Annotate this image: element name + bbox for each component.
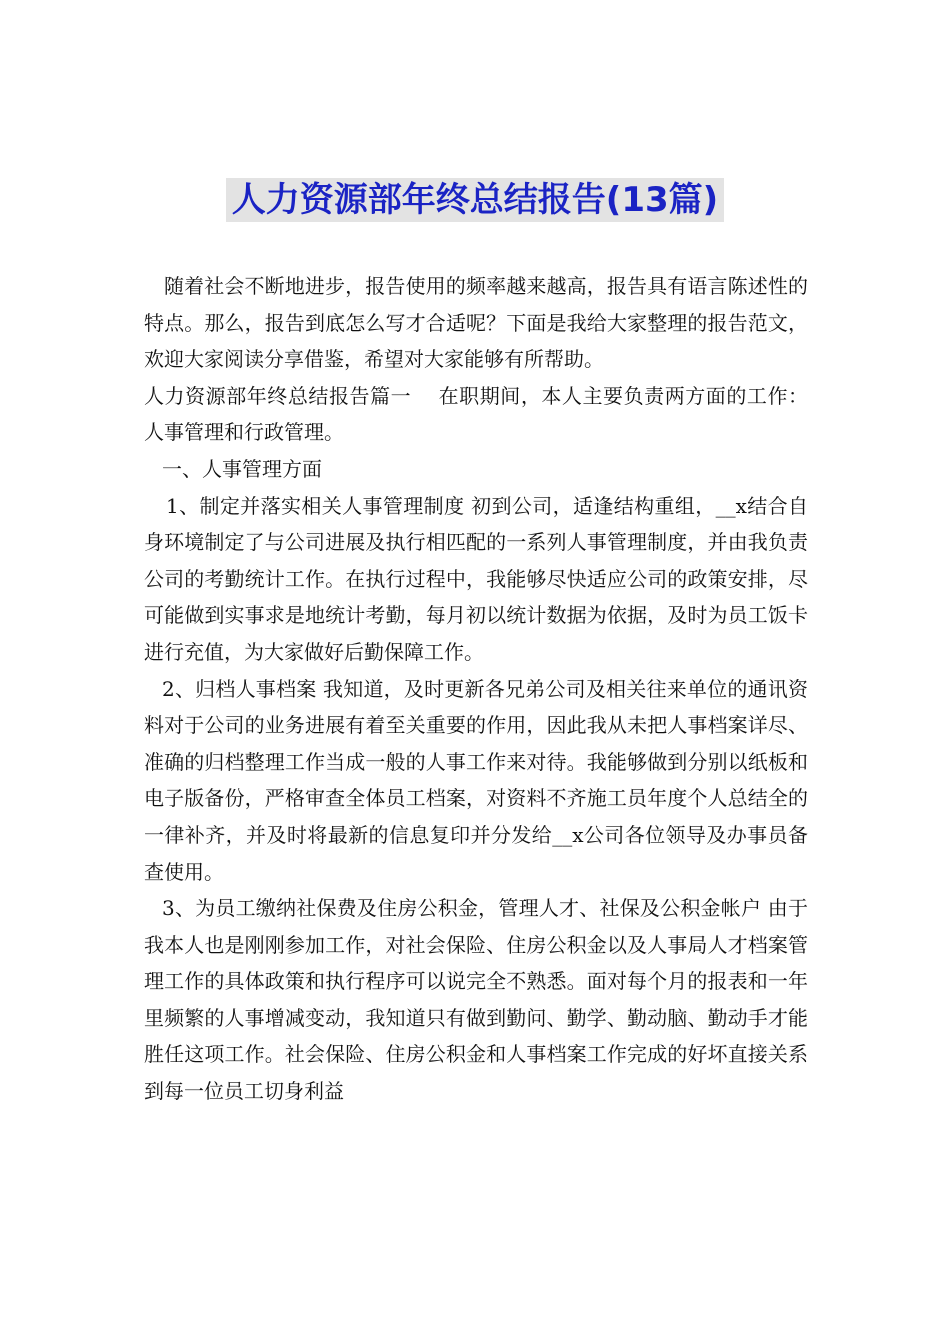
document-body [144, 268, 808, 1110]
item-paragraph-1: 1、制定并落实相关人事管理制度 初到公司，适逢结构重组，__x结合自身环境制定了与公司进展及执行相匹配的一系列人事管理制度，并由我负责公司的考勤统计工作。在执行过程中，我能够尽快适应公司的政策安排，尽可能做到实事求是地统计考勤，每月初以统计数据为依据，及时为员工饭卡进行充值，为大家做好后勤保障工作。 [144, 493, 808, 664]
item-paragraph-3: 3、为员工缴纳社保费及住房公积金，管理人才、社保及公积金帐户 由于我本人也是刚刚参加工作，对社会保险、住房公积金以及人事局人才档案管理工作的具体政策和执行程序可以说完全不熟悉。面对每个月的报表和一年里频繁的人事增减变动，我知道只有做到勤问、勤学、勤动脑、勤动手才能胜任这项工作。社会保险、住房公积金和人事档案工作完成的好坏直接关系到每一位员工切身利益 [144, 896, 808, 1104]
intro-paragraph: 随着社会不断地进步，报告使用的频率越来越高，报告具有语言陈述性的特点。那么，报告到底怎么写才合适呢？下面是我给大家整理的报告范文，欢迎大家阅读分享借鉴，希望对大家能够有所帮助。 [144, 274, 808, 372]
item-paragraph-2: 2、归档人事档案 我知道，及时更新各兄弟公司及相关往来单位的通讯资料对于公司的业务进展有着至关重要的作用，因此我从未把人事档案详尽、准确的归档整理工作当成一般的人事工作来对待。我能够做到分别以纸板和电子版备份，严格审查全体员工档案，对资料不齐施工员年度个人总结全的一律补齐，并及时将最新的信息复印并分发给__x公司各位领导及办事员备查使用。 [144, 676, 808, 884]
section-intro-paragraph: 人力资源部年终总结报告篇一 在职期间，本人主要负责两方面的工作：人事管理和行政管理。 [144, 383, 808, 445]
title-container [0, 178, 950, 222]
section-heading: 一、人事管理方面 [162, 456, 322, 481]
document-title: 人力资源部年终总结报告(13篇) [226, 178, 724, 222]
